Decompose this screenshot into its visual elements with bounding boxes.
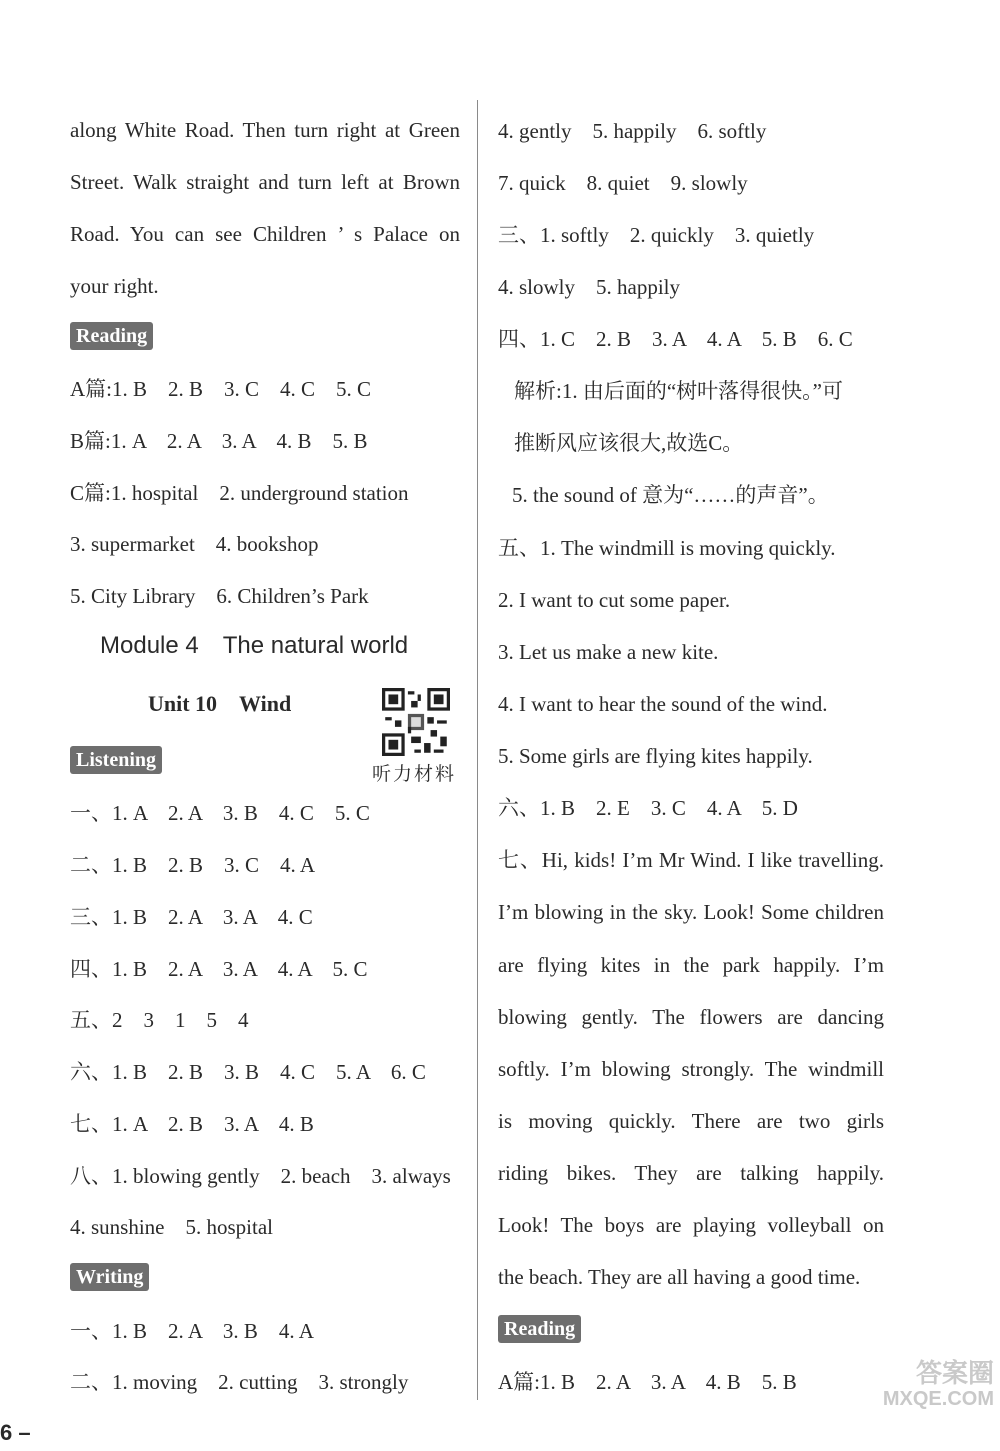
answer-line: 4. slowly 5. happily [498,275,680,299]
passage-line: the beach. They are all having a good time. [498,1265,861,1289]
answer-line: A篇:1. B 2. B 3. C 4. C 5. C [70,377,372,401]
watermark-url: MXQE.COM [882,1388,994,1410]
explanation-line: 解析:1. 由后面的“树叶落得很快。”可 [514,379,843,403]
answer-line: 五、1. The windmill is moving quickly. [498,536,836,560]
answer-line: 5. City Library 6. Children’s Park [70,584,369,608]
answer-line: 7. quick 8. quiet 9. slowly [498,171,748,195]
qr-code-icon [382,688,450,756]
module-title: Module 4 The natural world [100,632,409,659]
passage-line: 七、Hi, kids! I’m Mr Wind. I like travelling. [498,848,884,872]
answer-line: 七、1. A 2. B 3. A 4. B [70,1112,314,1136]
answer-line: 三、1. B 2. A 3. A 4. C [70,905,313,929]
passage-line: are flying kites in the park happily. I’m [498,953,884,977]
answer-line: 四、1. C 2. B 3. A 4. A 5. B 6. C [498,327,853,351]
watermark-text: 答案圈 [915,1358,994,1388]
answer-line: 2. I want to cut some paper. [498,588,731,612]
answer-line: 4. I want to hear the sound of the wind. [498,692,828,716]
answer-line: C篇:1. hospital 2. underground station [70,481,409,505]
answer-line: 5. Some girls are flying kites happily. [498,744,813,768]
qr-caption: 听力材料 [372,764,457,785]
text-line: along White Road. Then turn right at Green [70,118,460,142]
answer-line: 六、1. B 2. E 3. C 4. A 5. D [498,796,798,820]
answer-line: 一、1. A 2. A 3. B 4. C 5. C [70,801,370,825]
listening-badge: Listening [70,746,162,774]
watermark-logo [883,1358,994,1410]
text-line: Street. Walk straight and turn left at Brown [70,170,460,194]
writing-badge: Writing [70,1263,149,1291]
explanation-line: 推断风应该很大,故选C。 [514,431,744,455]
answer-line: 五、2 3 1 5 4 [70,1008,249,1032]
answer-line: 3. supermarket 4. bookshop [70,532,319,556]
passage-line: Look! The boys are playing volleyball on [498,1213,884,1237]
page-number: 6 – [0,1420,31,1445]
answer-line: 四、1. B 2. A 3. A 4. A 5. C [70,957,368,981]
reading-badge: Reading [498,1315,581,1343]
answer-line: 4. gently 5. happily 6. softly [498,119,767,143]
passage-line: is moving quickly. There are two girls [498,1109,884,1133]
answer-line: 3. Let us make a new kite. [498,640,719,664]
unit-title: Unit 10 Wind [148,691,292,716]
answer-line: 二、1. B 2. B 3. C 4. A [70,853,316,877]
explanation-line: 5. the sound of 意为“……的声音”。 [512,483,829,507]
passage-line: I’m blowing in the sky. Look! Some children [498,900,884,924]
passage-line: riding bikes. They are talking happily. [498,1161,884,1185]
reading-badge: Reading [70,322,153,350]
answer-line: 六、1. B 2. B 3. B 4. C 5. A 6. C [70,1060,426,1084]
text-line: your right. [70,274,159,298]
answer-line: 八、1. blowing gently 2. beach 3. always [70,1164,451,1188]
passage-line: blowing gently. The flowers are dancing [498,1005,884,1029]
answer-line: 三、1. softly 2. quickly 3. quietly [498,223,815,247]
text-line: Road. You can see Children ’ s Palace on [70,222,460,246]
answer-line: A篇:1. B 2. A 3. A 4. B 5. B [498,1370,797,1394]
answer-line: 一、1. B 2. A 3. B 4. A [70,1319,314,1343]
answer-line: 二、1. moving 2. cutting 3. strongly [70,1370,409,1394]
column-divider [477,100,478,1400]
answer-line: 4. sunshine 5. hospital [70,1215,273,1239]
answer-line: B篇:1. A 2. A 3. A 4. B 5. B [70,429,368,453]
passage-line: softly. I’m blowing strongly. The windmill [498,1057,884,1081]
